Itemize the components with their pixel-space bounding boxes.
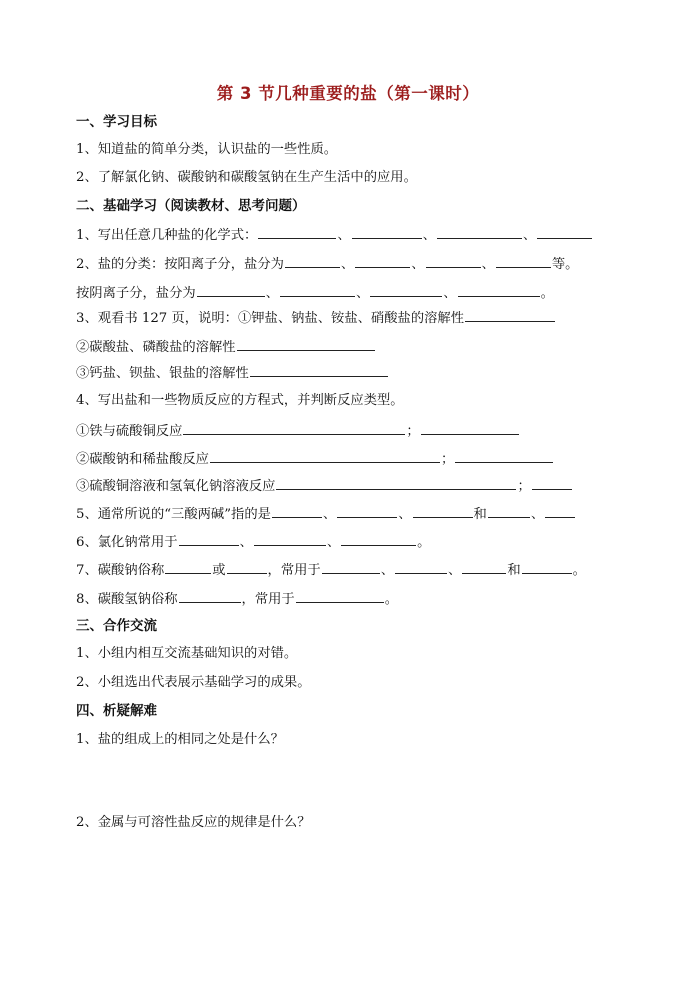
equation-blank[interactable]	[276, 475, 516, 490]
question-3-b-text: ②碳酸盐、磷酸盐的溶解性	[76, 340, 236, 355]
question-6-end: 。	[417, 535, 431, 550]
answer-blank[interactable]	[458, 282, 540, 297]
separator: 、	[340, 257, 355, 272]
answer-blank[interactable]	[545, 503, 575, 518]
question-3-c-text: ③钙盐、钡盐、银盐的溶解性	[76, 366, 249, 381]
answer-blank[interactable]	[322, 559, 380, 574]
answer-blank[interactable]	[413, 503, 473, 518]
answer-blank[interactable]	[522, 559, 572, 574]
question-8-use: ，常用于	[241, 592, 295, 607]
section-heading-goals: 一、学习目标	[76, 114, 157, 130]
question-3	[76, 307, 556, 329]
answer-blank[interactable]	[395, 559, 447, 574]
question-2	[76, 253, 578, 275]
answer-blank[interactable]	[341, 531, 416, 546]
goal-item-1: 1、知道盐的简单分类，认识盐的一些性质。	[76, 142, 338, 157]
answer-blank[interactable]	[237, 336, 375, 351]
reaction-type-blank[interactable]	[421, 420, 519, 435]
separator: 、	[411, 257, 425, 272]
answer-blank[interactable]	[280, 282, 355, 297]
separator: ；	[440, 452, 455, 467]
answer-blank[interactable]	[227, 559, 267, 574]
equation-blank[interactable]	[210, 448, 440, 463]
section-heading-analysis: 四、析疑解难	[76, 703, 157, 719]
question-3-c	[76, 362, 389, 384]
answer-blank[interactable]	[355, 253, 410, 268]
question-8-end: 。	[384, 592, 399, 607]
answer-blank[interactable]	[352, 224, 422, 239]
answer-blank[interactable]	[437, 224, 522, 239]
answer-blank[interactable]	[254, 531, 326, 546]
question-7	[76, 559, 586, 581]
answer-blank[interactable]	[296, 588, 384, 603]
section-heading-cooperation: 三、合作交流	[76, 618, 157, 634]
separator: 、	[443, 286, 457, 301]
answer-blank[interactable]	[496, 253, 551, 268]
question-4: 4、写出盐和一些物质反应的方程式，并判断反应类型。	[76, 393, 404, 408]
question-8	[76, 588, 398, 610]
separator: 、	[326, 535, 341, 550]
separator: 、	[337, 228, 351, 243]
answer-blank[interactable]	[272, 503, 322, 518]
cooperation-item-2: 2、小组选出代表展示基础学习的成果。	[76, 675, 311, 690]
question-3-b	[76, 336, 376, 358]
question-2-anion	[76, 282, 554, 304]
answer-blank[interactable]	[165, 559, 211, 574]
question-7-and: 和	[507, 563, 521, 578]
question-4-a	[76, 420, 520, 442]
answer-blank[interactable]	[179, 531, 239, 546]
question-8-text: 8、碳酸氢钠俗称	[76, 592, 178, 607]
question-5	[76, 503, 576, 525]
question-2-anion-text: 按阴离子分，盐分为	[76, 286, 196, 301]
question-7-or: 或	[212, 563, 226, 578]
analysis-question-2: 2、金属与可溶性盐反应的规律是什么？	[76, 815, 311, 830]
answer-blank[interactable]	[370, 282, 442, 297]
answer-blank[interactable]	[488, 503, 530, 518]
question-5-text: 5、通常所说的“三酸两碱”指的是	[76, 507, 271, 522]
question-1-text: 1、写出任意几种盐的化学式：	[76, 228, 258, 243]
separator: ；	[406, 424, 420, 439]
reaction-type-blank[interactable]	[532, 475, 572, 490]
answer-blank[interactable]	[285, 253, 340, 268]
equation-blank[interactable]	[183, 420, 405, 435]
answer-blank[interactable]	[462, 559, 506, 574]
answer-blank[interactable]	[258, 224, 336, 239]
separator: 、	[398, 507, 412, 522]
question-4-c-text: ③硫酸铜溶液和氢氧化钠溶液反应	[76, 479, 276, 494]
question-3-text: 3、观看书 127 页，说明：①钾盐、钠盐、铵盐、硝酸盐的溶解性	[76, 311, 465, 326]
answer-blank[interactable]	[197, 282, 265, 297]
separator: 、	[322, 507, 337, 522]
cooperation-item-1: 1、小组内相互交流基础知识的对错。	[76, 646, 298, 661]
separator: 、	[265, 286, 279, 301]
separator: 、	[481, 257, 495, 272]
answer-blank[interactable]	[465, 307, 555, 322]
question-7-text: 7、碳酸钠俗称	[76, 563, 165, 578]
question-4-b-text: ②碳酸钠和稀盐酸反应	[76, 452, 209, 467]
separator: 、	[355, 286, 370, 301]
separator: ；	[517, 479, 531, 494]
question-7-use: ，常用于	[267, 563, 321, 578]
question-7-end: 。	[572, 563, 586, 578]
question-2-end: 等。	[551, 257, 579, 272]
question-6	[76, 531, 430, 553]
answer-blank[interactable]	[250, 362, 388, 377]
question-4-a-text: ①铁与硫酸铜反应	[76, 424, 183, 439]
separator: 、	[380, 563, 395, 578]
separator: 、	[239, 535, 253, 550]
reaction-type-blank[interactable]	[455, 448, 553, 463]
question-5-and: 和	[473, 507, 487, 522]
question-1	[76, 224, 593, 246]
separator: 、	[530, 507, 545, 522]
page-title: 第 3 节几种重要的盐（第一课时）	[216, 84, 480, 103]
question-4-c	[76, 475, 573, 497]
separator: 、	[522, 228, 537, 243]
question-2-anion-end: 。	[540, 286, 554, 301]
separator: 、	[422, 228, 436, 243]
separator: 、	[448, 563, 462, 578]
answer-blank[interactable]	[337, 503, 397, 518]
section-heading-basic: 二、基础学习（阅读教材、思考问题）	[76, 198, 306, 214]
answer-blank[interactable]	[179, 588, 241, 603]
analysis-question-1: 1、盐的组成上的相同之处是什么？	[76, 732, 284, 747]
answer-blank[interactable]	[537, 224, 592, 239]
question-6-text: 6、氯化钠常用于	[76, 535, 178, 550]
answer-blank[interactable]	[426, 253, 481, 268]
question-2-text: 2、盐的分类：按阳离子分，盐分为	[76, 257, 284, 272]
goal-item-2: 2、了解氯化钠、碳酸钠和碳酸氢钠在生产生活中的应用。	[76, 170, 417, 185]
question-4-b	[76, 448, 554, 470]
